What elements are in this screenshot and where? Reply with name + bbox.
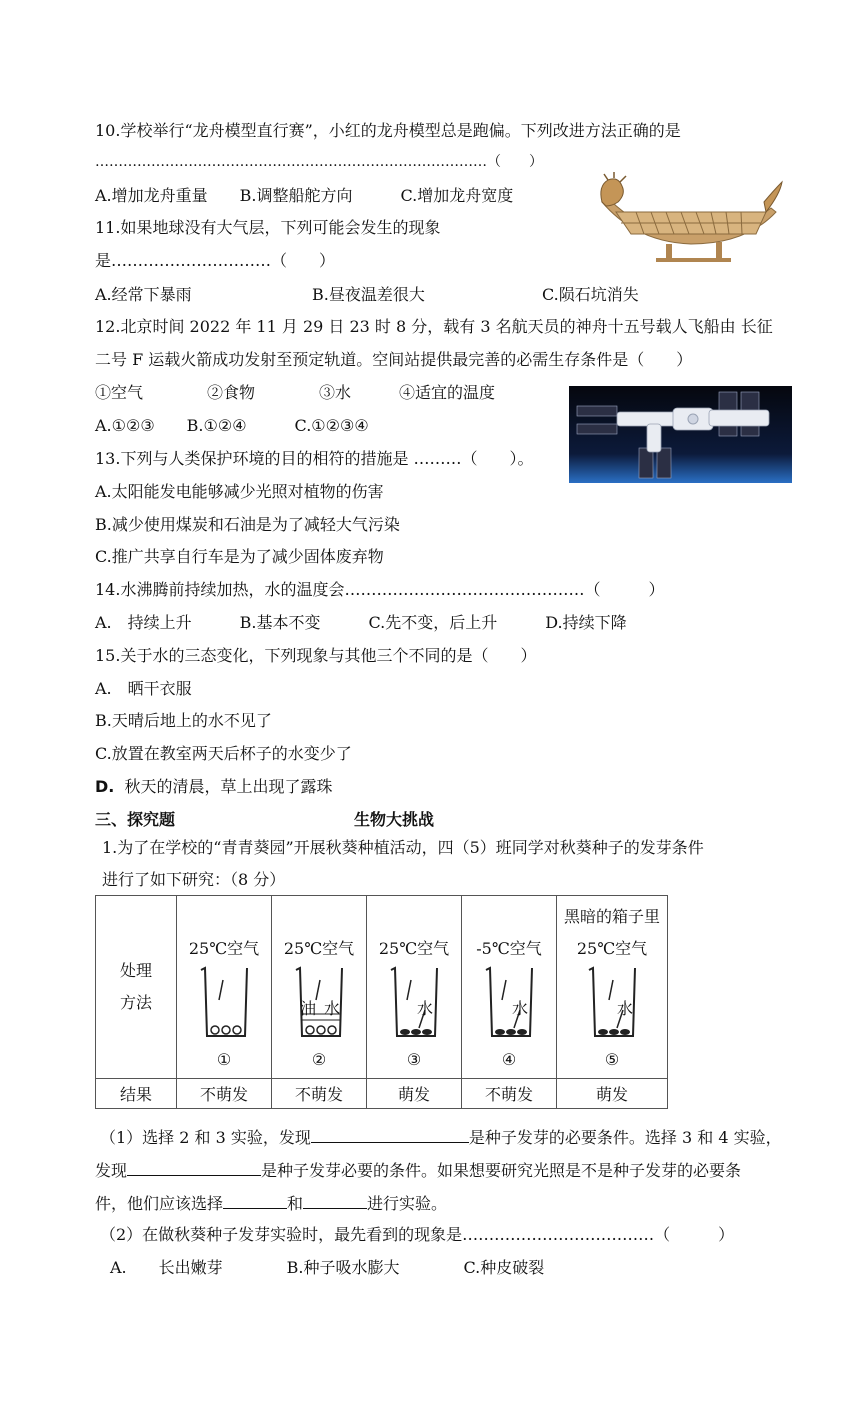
q13-option-b: B.减少使用煤炭和石油是为了减轻大气污染 [95, 515, 400, 534]
q15-stem: 15.关于水的三态变化，下列现象与其他三个不同的是（ ） [95, 646, 537, 665]
method-cell-4 [462, 896, 557, 1079]
q12-items: ①空气 ②食物 ③水 ④适宜的温度 [95, 383, 496, 402]
section-subtitle: 生物大挑战 [354, 810, 435, 829]
q12-stem-2: 二号 F 运载火箭成功发射至预定轨道。空间站提供最完善的必需生存条件是（ ） [95, 350, 693, 369]
row-header-line1: 处理 [119, 961, 152, 980]
q10-options: A.增加龙舟重量 B.调整船舵方向 C.增加龙舟宽度 [95, 186, 514, 205]
q15-option-c: C.放置在教室两天后杯子的水变少了 [95, 744, 352, 763]
beaker-3 [389, 966, 441, 1038]
water-label-3: 水 [417, 999, 434, 1018]
q15-option-a: A. 晒干衣服 [95, 679, 192, 698]
experiment-table [95, 895, 668, 1109]
q15-option-b: B.天晴后地上的水不见了 [95, 711, 272, 730]
sub1-line1 [100, 1126, 782, 1148]
beaker-4 [484, 966, 536, 1038]
beaker-num-3: ③ [406, 1050, 422, 1069]
sub1-line2 [95, 1159, 741, 1181]
q11-stem: 11.如果地球没有大气层，下列可能会发生的现象 [95, 218, 441, 237]
beaker-num-2: ② [311, 1050, 327, 1069]
p1-stem-2: 进行了如下研究：（8 分） [102, 870, 286, 889]
dragon-boat-image [596, 172, 786, 264]
sub1-part5: 件，他们应该选择 [95, 1194, 224, 1213]
beaker-num-4: ④ [501, 1050, 517, 1069]
beaker-num-1: ① [216, 1050, 232, 1069]
row-header-method [96, 896, 177, 1079]
sub1-part6: 和 [287, 1194, 304, 1213]
sub1-part2: 是种子发芽的必要条件。选择 3 和 4 实验， [468, 1128, 782, 1147]
dark-box-note: 黑暗的箱子里 [563, 907, 660, 926]
q11-option-a: A.经常下暴雨 [95, 285, 192, 304]
sub1-line3 [95, 1192, 447, 1214]
q15-option-d-label: D. [95, 777, 115, 796]
q10-stem: 10.学校举行“龙舟模型直行赛”，小红的龙舟模型总是跑偏。下列改进方法正确的是 [95, 121, 681, 140]
method-cell-3 [367, 896, 462, 1079]
sub2-options: A. 长出嫩芽 B.种子吸水膨大 C.种皮破裂 [110, 1258, 545, 1277]
result-cell-3: 萌发 [367, 1079, 462, 1109]
q12-stem-1: 12.北京时间 2022 年 11 月 29 日 23 时 8 分，载有 3 名航天员的神舟十五号载人飞船由 长征 [95, 317, 773, 336]
beaker-num-5: ⑤ [604, 1050, 620, 1069]
p1-stem-1: 1.为了在学校的“青青葵园”开展秋葵种植活动，四（5）班同学对秋葵种子的发芽条件 [102, 838, 704, 857]
q13-stem: 13.下列与人类保护环境的目的相符的措施是 ………（ ）。 [95, 449, 534, 468]
sub1-part7: 进行实验。 [367, 1194, 448, 1213]
q15-option-d [95, 777, 333, 797]
q11-option-c: C.陨石坑消失 [542, 285, 639, 304]
oil-label: 油 [300, 999, 317, 1018]
section-title: 三、探究题 [95, 810, 176, 829]
answer-blank-4[interactable] [303, 1192, 367, 1209]
water-label-2: 水 [324, 999, 341, 1018]
cond-label-2: 25℃空气 [283, 939, 355, 958]
row-header-line2: 方法 [119, 993, 152, 1012]
space-station-image [569, 386, 792, 483]
row-header-result: 结果 [96, 1079, 177, 1109]
method-cell-5 [557, 896, 668, 1079]
q15-option-d-text: 秋天的清晨，草上出现了露珠 [124, 777, 333, 796]
cond-label-3: 25℃空气 [378, 939, 450, 958]
beaker-1 [199, 966, 251, 1038]
result-cell-2: 不萌发 [272, 1079, 367, 1109]
q11-option-b: B.昼夜温差很大 [312, 285, 425, 304]
method-cell-2 [272, 896, 367, 1079]
answer-blank-2[interactable] [127, 1159, 261, 1176]
q14-options: A. 持续上升 B.基本不变 C.先不变，后上升 D.持续下降 [95, 613, 627, 632]
q11-stem-dots: 是…………………………（ ） [95, 251, 336, 270]
water-label-4: 水 [512, 999, 529, 1018]
answer-blank-3[interactable] [223, 1192, 287, 1209]
method-cell-1 [177, 896, 272, 1079]
q14-stem: 14.水沸腾前持续加热，水的温度会………………………………………（ ） [95, 580, 665, 599]
result-cell-5: 萌发 [557, 1079, 668, 1109]
cond-label-5: 25℃空气 [576, 939, 648, 958]
sub1-part4: 是种子发芽必要的条件。如果想要研究光照是不是种子发芽的必要条 [261, 1161, 742, 1180]
q13-option-a: A.太阳能发电能够减少光照对植物的伤害 [95, 482, 384, 501]
answer-blank-1[interactable] [311, 1126, 469, 1143]
q10-stem-dots: …………………………………………………………………………（ ） [95, 154, 543, 170]
sub1-part1: （1）选择 2 和 3 实验，发现 [100, 1128, 311, 1147]
q13-option-c: C.推广共享自行车是为了减少固体废弃物 [95, 547, 384, 566]
cond-label-4: -5℃空气 [476, 939, 542, 958]
cond-label-1: 25℃空气 [188, 939, 260, 958]
q12-options: A.①②③ B.①②④ C.①②③④ [95, 416, 369, 435]
water-label-5: 水 [617, 999, 634, 1018]
sub1-part3: 发现 [95, 1161, 128, 1180]
result-cell-4: 不萌发 [462, 1079, 557, 1109]
sub2-stem: （2）在做秋葵种子发芽实验时，最先看到的现象是………………………………（ ） [100, 1225, 735, 1244]
result-cell-1: 不萌发 [177, 1079, 272, 1109]
